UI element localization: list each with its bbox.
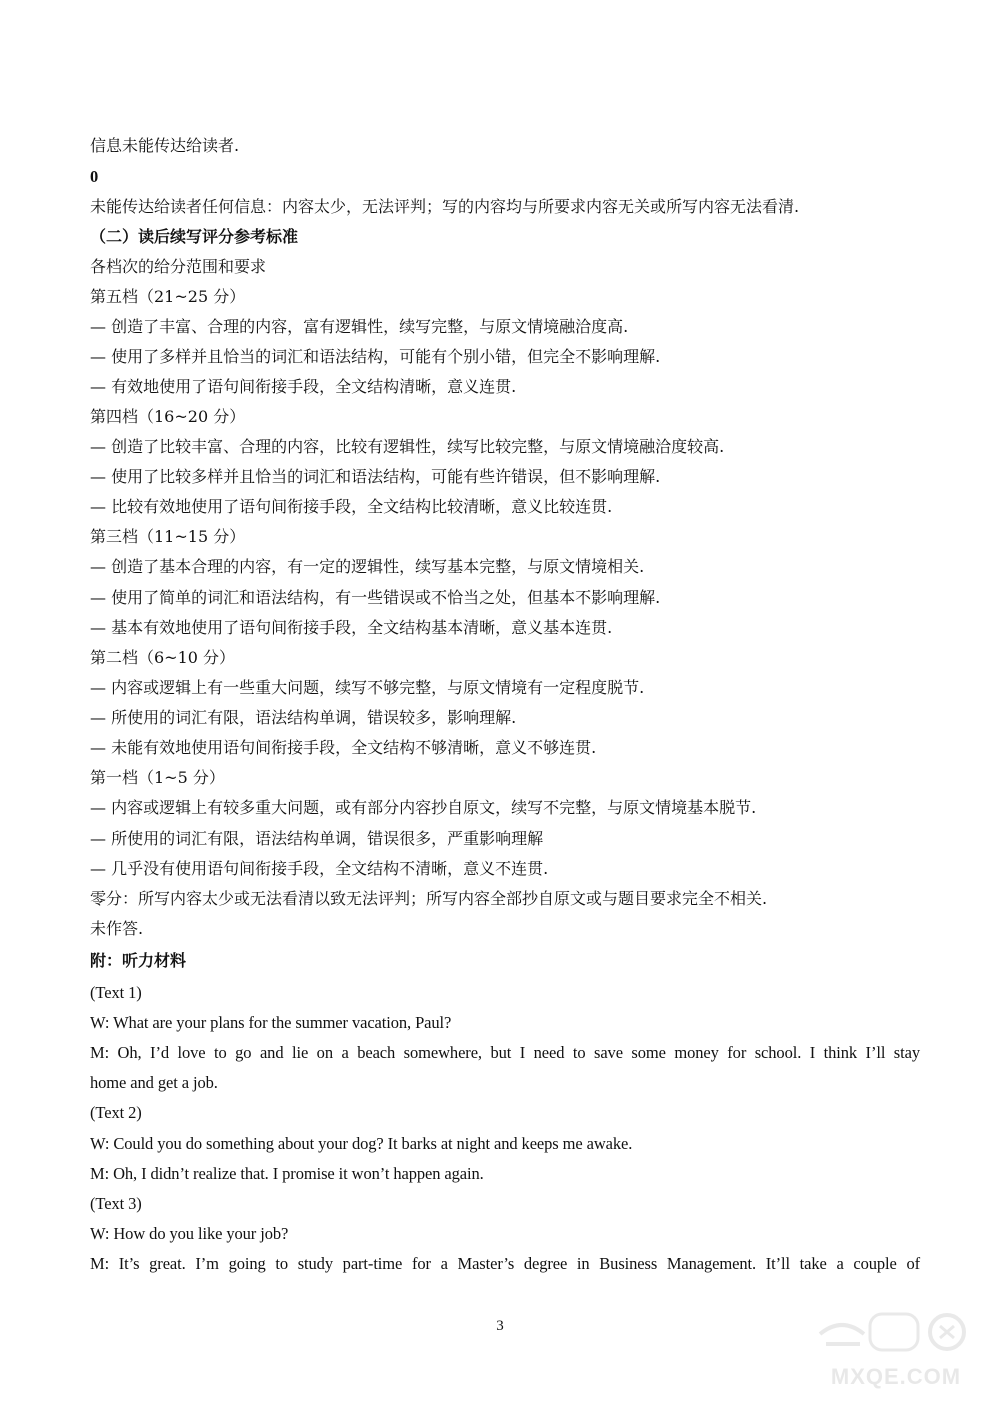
text-line: 各档次的给分范围和要求 <box>90 257 267 276</box>
text-line: 未能传达给读者任何信息：内容太少，无法评判；写的内容均与所要求内容无关或所写内容无法看清. <box>90 197 800 216</box>
score-zero-heading: 0 <box>90 167 99 186</box>
criteria-item: — 内容或逻辑上有较多重大问题，或有部分内容抄自原文，续写不完整，与原文情境基本脱节. <box>90 798 757 817</box>
text-label: (Text 2) <box>90 1103 142 1122</box>
criteria-item: — 创造了丰富、合理的内容，富有逻辑性，续写完整，与原文情境融洽度高. <box>90 317 629 336</box>
dialogue-line: M: Oh, I didn’t realize that. I promise it won’t happen again. <box>90 1164 484 1183</box>
criteria-item: — 创造了比较丰富、合理的内容，比较有逻辑性，续写比较完整，与原文情境融洽度较高. <box>90 437 725 456</box>
criteria-item: — 基本有效地使用了语句间衔接手段，全文结构基本清晰，意义基本连贯. <box>90 618 613 637</box>
criteria-item: — 比较有效地使用了语句间衔接手段，全文结构比较清晰，意义比较连贯. <box>90 497 613 516</box>
text-label: (Text 1) <box>90 983 142 1002</box>
dialogue-line: W: Could you do something about your dog? It barks at night and keeps me awake. <box>90 1134 633 1153</box>
band-heading: 第二档（6~10 分） <box>90 648 236 667</box>
listening-heading: 附：听力材料 <box>90 951 187 970</box>
section-heading: （二）读后续写评分参考标准 <box>90 227 299 246</box>
page-number: 3 <box>496 1318 504 1334</box>
dialogue-line: M: Oh, I’d love to go and lie on a beach somewhere, but I need to save some money for school. I think I’ll stay <box>90 1043 920 1062</box>
criteria-item: — 内容或逻辑上有一些重大问题，续写不够完整，与原文情境有一定程度脱节. <box>90 678 645 697</box>
text-line: 零分：所写内容太少或无法看清以致无法评判；所写内容全部抄自原文或与题目要求完全不相关. <box>90 889 768 908</box>
watermark-logo <box>812 1308 982 1398</box>
band-heading: 第五档（21~25 分） <box>90 287 246 306</box>
band-heading: 第四档（16~20 分） <box>90 407 246 426</box>
criteria-item: — 创造了基本合理的内容，有一定的逻辑性，续写基本完整，与原文情境相关. <box>90 557 645 576</box>
criteria-item: — 使用了简单的词汇和语法结构，有一些错误或不恰当之处，但基本不影响理解. <box>90 588 661 607</box>
band-heading: 第一档（1~5 分） <box>90 768 225 787</box>
dialogue-line: M: It’s great. I’m going to study part-time for a Master’s degree in Business Management. It’ll take a couple of <box>90 1254 920 1273</box>
criteria-item: — 所使用的词汇有限，语法结构单调，错误很多，严重影响理解 <box>90 829 544 848</box>
criteria-item: — 未能有效地使用语句间衔接手段，全文结构不够清晰，意义不够连贯. <box>90 738 597 757</box>
criteria-item: — 使用了比较多样并且恰当的词汇和语法结构，可能有些许错误，但不影响理解. <box>90 467 661 486</box>
text-line: 未作答. <box>90 919 144 938</box>
text-label: (Text 3) <box>90 1194 142 1213</box>
dialogue-line: W: What are your plans for the summer vacation, Paul? <box>90 1013 452 1032</box>
watermark-text: MXQE.COM <box>830 1364 962 1389</box>
criteria-item: — 有效地使用了语句间衔接手段，全文结构清晰，意义连贯. <box>90 377 517 396</box>
dialogue-line-continuation: home and get a job. <box>90 1073 218 1092</box>
criteria-item: — 几乎没有使用语句间衔接手段，全文结构不清晰，意义不连贯. <box>90 859 549 878</box>
text-line: 信息未能传达给读者. <box>90 136 240 155</box>
criteria-item: — 使用了多样并且恰当的词汇和语法结构，可能有个别小错，但完全不影响理解. <box>90 347 661 366</box>
band-heading: 第三档（11~15 分） <box>90 527 246 546</box>
criteria-item: — 所使用的词汇有限，语法结构单调，错误较多，影响理解. <box>90 708 517 727</box>
dialogue-line: W: How do you like your job? <box>90 1224 289 1243</box>
